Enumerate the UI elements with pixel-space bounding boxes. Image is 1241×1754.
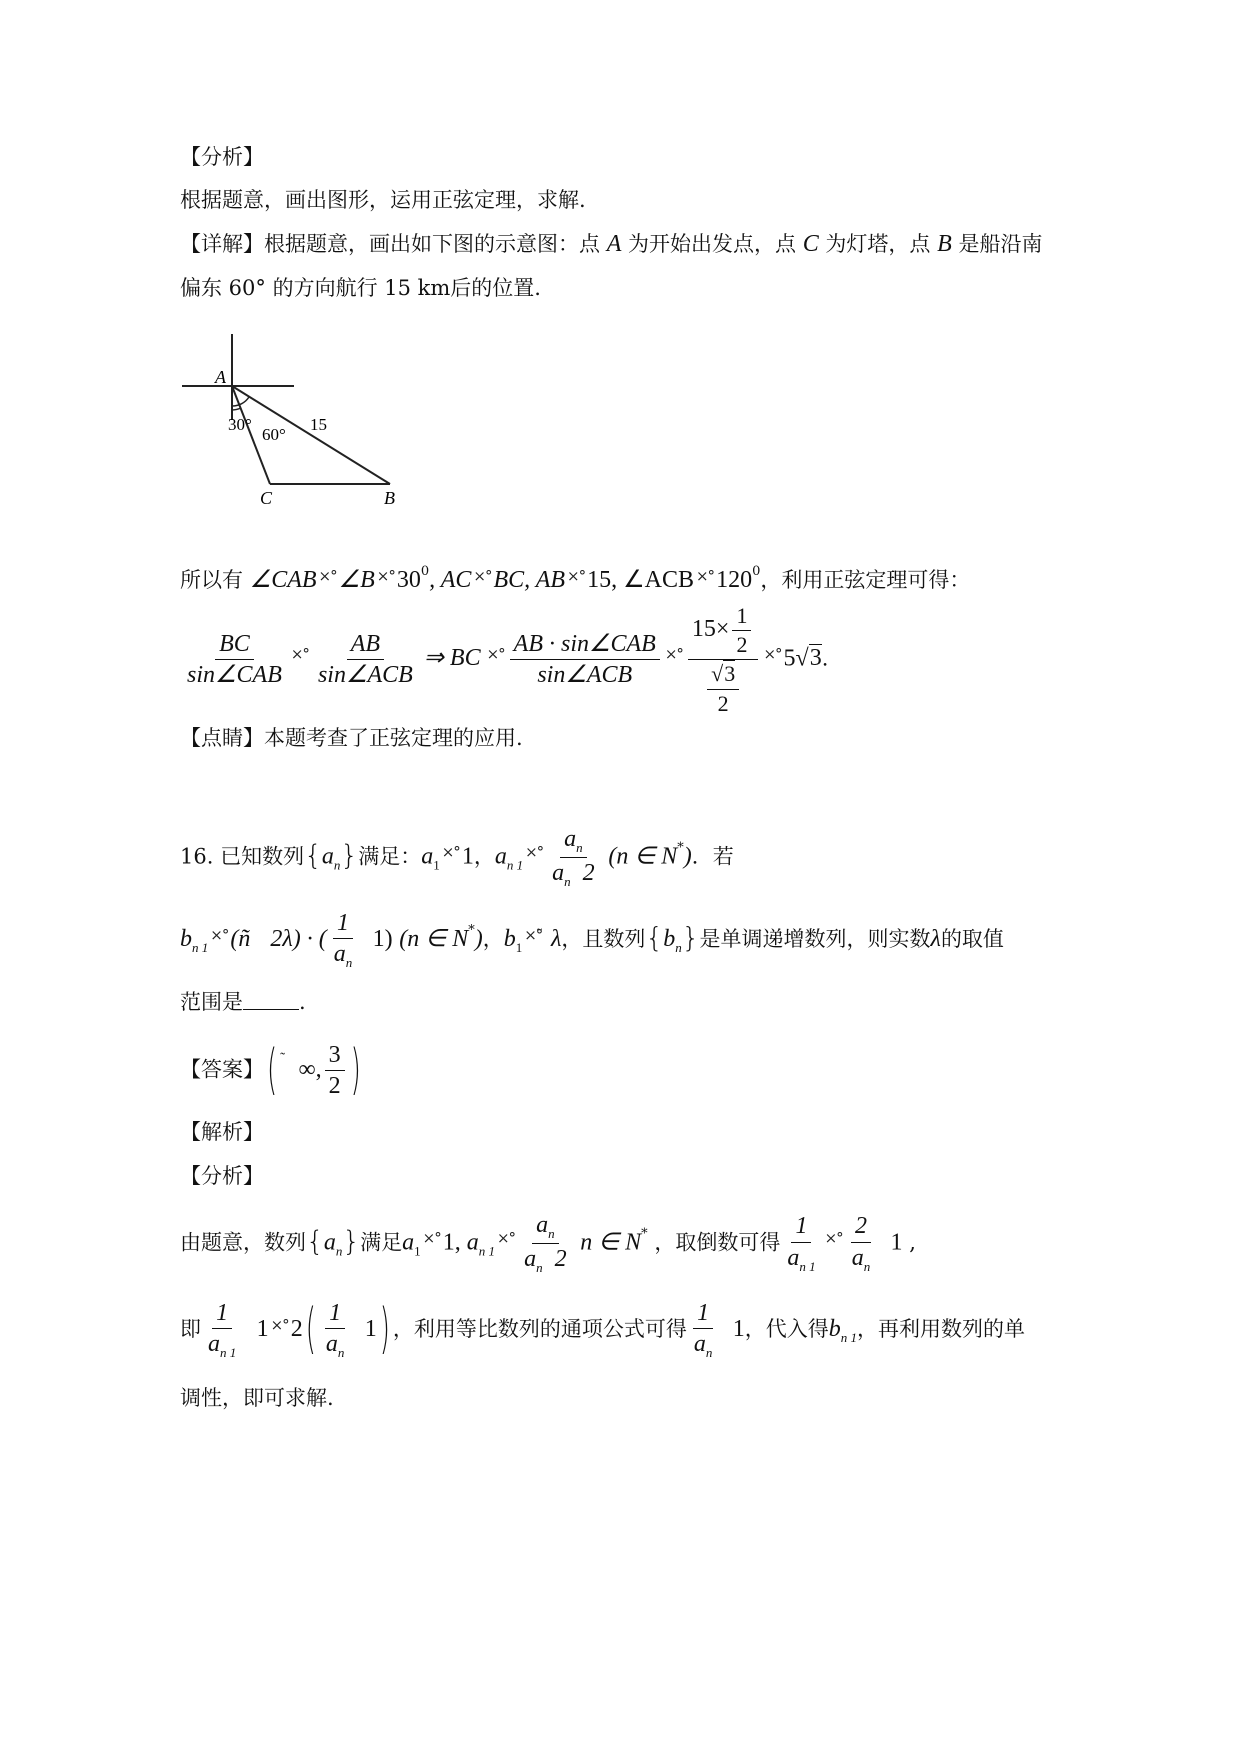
fraction-three-halves xyxy=(325,1042,345,1100)
condition-text: (n ∈ N xyxy=(608,843,678,870)
numerator-a: a xyxy=(536,1212,549,1238)
subscript: n xyxy=(337,1345,345,1361)
answer-line xyxy=(180,1039,364,1103)
degree-mark: 0 xyxy=(752,564,761,579)
denominator xyxy=(520,1244,571,1275)
question-16-line-3 xyxy=(180,986,306,1018)
equals-sign: ×° xyxy=(824,1229,843,1248)
denominator-2: 2 xyxy=(554,1246,567,1273)
sequence-a: a xyxy=(323,1229,336,1256)
section-detail-heading: 【详解】 xyxy=(180,232,264,256)
brace-left: { xyxy=(306,1224,324,1258)
equals-sign: ×° xyxy=(486,645,505,664)
subscript: n xyxy=(863,1258,871,1274)
subscript: n xyxy=(705,1345,713,1361)
equals-sign: ×° xyxy=(376,567,395,585)
subscript: n 1 xyxy=(506,857,524,873)
question-16-line-1 xyxy=(180,826,734,890)
numerator: AB · sin∠CAB xyxy=(510,631,660,660)
subscript: n xyxy=(333,857,341,873)
denominator-a: a xyxy=(693,1331,706,1358)
infinity: ∞, xyxy=(298,1056,322,1083)
subscript: n xyxy=(345,955,353,971)
fraction-one-half xyxy=(732,604,751,657)
section-answer-heading: 【答案】 xyxy=(180,1057,264,1082)
equals-sign: ×° xyxy=(270,1315,289,1334)
analysis-2-line-1 xyxy=(180,1212,916,1276)
lambda: λ xyxy=(930,925,941,952)
numerator xyxy=(560,826,587,858)
section-solution-heading: 【解析】 xyxy=(180,1120,264,1144)
bn1-term: b xyxy=(828,1315,841,1342)
diagram-label-b: B xyxy=(384,488,395,508)
point-a-label: A xyxy=(606,231,622,257)
brace-right: } xyxy=(681,920,700,954)
root-sign: √ xyxy=(795,645,809,672)
equals-sign: ×° xyxy=(525,843,544,862)
detail-line-2: 偏东 60° 的方向航行 15 km后的位置. xyxy=(180,276,541,300)
fraction-recurrence xyxy=(548,826,599,890)
denominator-a: a xyxy=(333,941,346,968)
detail-text: 是船沿南 xyxy=(951,232,1043,256)
denominator-a: a xyxy=(787,1244,800,1271)
numerator: 1 xyxy=(732,604,751,631)
period: . xyxy=(821,646,829,671)
analysis-text: 根据题意，画出图形，运用正弦定理，求解. xyxy=(180,188,586,212)
equals-sign: ×° xyxy=(210,925,229,944)
factor-close: 1) xyxy=(372,925,393,952)
fraction-numeric xyxy=(688,604,759,716)
equals-sign: ×° xyxy=(664,645,683,664)
fraction-reciprocal-an xyxy=(690,1300,717,1361)
subscript: n 1 xyxy=(799,1258,816,1274)
value-15-angle-acb: 15, ∠ACB xyxy=(587,567,694,593)
denominator-a: a xyxy=(851,1244,864,1271)
numerator: 1 xyxy=(325,1300,345,1329)
paren-right: ) xyxy=(350,1039,361,1103)
subscript: n 1 xyxy=(840,1329,857,1345)
analysis-text: 由题意，数列 xyxy=(180,1230,306,1255)
comma: ， xyxy=(482,926,504,951)
question-text: 16. 已知数列 xyxy=(180,844,305,869)
question-text: 的取值 xyxy=(940,926,1004,951)
question-text: 范围是 xyxy=(180,990,243,1014)
equals-sign: ×° xyxy=(496,1229,516,1248)
value-1: 1 xyxy=(364,1315,377,1342)
a1-term: a xyxy=(421,843,434,870)
denominator xyxy=(322,1329,349,1360)
sequence-b: b xyxy=(663,925,676,952)
paren-left: ( xyxy=(267,1039,278,1103)
subscript: 1 xyxy=(433,857,440,873)
denominator-a: a xyxy=(208,1331,220,1358)
sequence-a: a xyxy=(321,843,334,870)
value-1: 1 xyxy=(890,1229,903,1256)
denominator xyxy=(848,1243,875,1274)
side-ab xyxy=(232,386,390,484)
denominator: 2 xyxy=(717,690,729,716)
detail-text: 根据题意，画出如下图的示意图：点 xyxy=(264,232,607,256)
diagram-label-30: 30° xyxy=(228,415,252,434)
lambda: λ xyxy=(550,925,562,952)
superscript: * xyxy=(641,1226,648,1242)
denominator xyxy=(548,858,599,889)
condition-close: ) xyxy=(683,843,692,870)
numeric-15-times: 15× xyxy=(691,616,730,643)
an1-term: a xyxy=(494,843,507,870)
equation-1-lead: 所以有 xyxy=(180,568,243,592)
brace-left: { xyxy=(645,920,664,954)
question-text: 是单调递增数列，则实数 xyxy=(699,926,931,951)
diagram-label-c: C xyxy=(260,488,273,508)
superscript: * xyxy=(677,840,684,856)
result-coefficient: 5 xyxy=(783,645,796,672)
numerator-a: a xyxy=(564,826,577,852)
angle-60-arc xyxy=(232,397,249,406)
point-b-label: B xyxy=(937,231,952,257)
equals-sign: ×°̃ xyxy=(524,925,543,944)
condition-text: (n ∈ N xyxy=(399,925,469,952)
angle-cab: ∠CAB xyxy=(249,567,317,593)
subscript: n xyxy=(335,1243,343,1259)
subscript: n xyxy=(548,1226,555,1241)
comment-line xyxy=(180,722,523,754)
analysis-text: ，再利用数列的单 xyxy=(856,1316,1025,1341)
angle-30-arc xyxy=(232,408,241,410)
superscript: * xyxy=(468,922,475,938)
paren-right: ) xyxy=(379,1298,390,1362)
subscript: n xyxy=(576,840,583,855)
subscript: 1 xyxy=(515,939,523,955)
fraction-reciprocal-an xyxy=(322,1300,349,1361)
numerator: 2 xyxy=(851,1213,871,1242)
denominator xyxy=(783,1243,819,1274)
detail-text: 为开始出发点，点 xyxy=(621,232,803,256)
fraction-two-over-an xyxy=(848,1213,875,1274)
paren-left: ( xyxy=(305,1298,316,1362)
equation-2 xyxy=(180,604,828,716)
answer-blank xyxy=(243,991,299,1010)
denominator: sin∠ACB xyxy=(317,662,413,689)
fraction-one-over-an xyxy=(330,910,357,971)
subscript: n 1 xyxy=(220,1345,237,1361)
fraction-ab-sin xyxy=(314,631,417,689)
factor-text: (ñ xyxy=(230,925,251,952)
factor-text: 2λ) · ( xyxy=(270,925,327,952)
fraction-recurrence xyxy=(520,1212,571,1276)
brace-right: } xyxy=(342,1224,361,1258)
comment-text: 本题考查了正弦定理的应用. xyxy=(264,726,523,750)
result-radicand: 3 xyxy=(809,645,822,672)
b1-term: b xyxy=(503,925,516,952)
numerator: 1 xyxy=(791,1213,811,1242)
question-text: 满足： xyxy=(358,844,422,869)
denominator: sin∠ACB xyxy=(537,662,633,689)
brace-right: } xyxy=(340,838,359,872)
denominator xyxy=(330,939,357,970)
fraction-reciprocal-an1 xyxy=(783,1213,819,1274)
subscript: n 1 xyxy=(192,939,209,955)
fraction-root3-half xyxy=(707,662,739,715)
equation-1 xyxy=(180,556,970,596)
numerator: 3 xyxy=(325,1042,345,1071)
equals-sign: ×° xyxy=(422,1229,441,1248)
section-analysis-heading: 【分析】 xyxy=(180,145,264,169)
denominator xyxy=(204,1329,240,1360)
analysis-2-line-3: 调性，即可求解. xyxy=(180,1386,334,1410)
numerator: √3 xyxy=(707,662,739,689)
numerator: AB xyxy=(347,631,384,660)
numerator: BC xyxy=(215,631,254,660)
denominator: 2 xyxy=(736,632,748,658)
analysis-text: 满足 xyxy=(360,1230,403,1255)
diagram-label-60: 60° xyxy=(262,425,286,444)
radicand: 3 xyxy=(724,661,736,687)
equals-sign: ×° xyxy=(441,843,460,862)
comma: ， xyxy=(473,844,495,869)
analysis-text: ，利用等比数列的通项公式可得 xyxy=(392,1316,687,1341)
equals-sign: ×° xyxy=(763,645,782,664)
fraction-ab-sin-cab xyxy=(510,631,660,689)
side-ac-text: , AC xyxy=(429,567,472,593)
question-text: ，且数列 xyxy=(561,926,646,951)
subscript: n xyxy=(675,939,682,955)
bn1-term: b xyxy=(180,925,192,952)
value-1: 1 xyxy=(256,1315,269,1342)
question-text: ．若 xyxy=(691,844,734,869)
numerator xyxy=(688,604,759,660)
denominator-2: 2 xyxy=(582,860,595,887)
subscript: n xyxy=(564,874,571,890)
diagram-label-15: 15 xyxy=(310,415,327,434)
equals-sign: ×° xyxy=(318,567,337,585)
equals-sign: ×° xyxy=(567,567,586,585)
condition-close: ) xyxy=(474,925,483,952)
diagram-label-a: A xyxy=(215,367,226,387)
subscript: 1 xyxy=(414,1243,421,1259)
numerator xyxy=(532,1212,559,1244)
value-1: 1, xyxy=(442,1229,467,1256)
numerator: 1 xyxy=(693,1300,713,1329)
equation-1-tail: ，利用正弦定理可得： xyxy=(760,568,971,592)
section-analysis-2-heading: 【分析】 xyxy=(180,1164,264,1188)
value-1: 1 xyxy=(461,843,474,870)
side-bc-ab-text: BC, AB xyxy=(493,567,566,593)
degree-mark: 0 xyxy=(420,564,430,579)
condition-text: n ∈ N xyxy=(580,1229,642,1256)
fraction-bc-sin xyxy=(183,631,286,689)
subscript: n 1 xyxy=(478,1243,495,1259)
detail-line-1 xyxy=(180,228,1042,260)
a1-term: a xyxy=(402,1229,415,1256)
point-c-label: C xyxy=(802,231,819,257)
denominator-a: a xyxy=(325,1331,338,1358)
angle-b: ∠B xyxy=(338,567,375,593)
analysis-text: ，取倒数可得 xyxy=(654,1230,781,1255)
analysis-2-line-2 xyxy=(180,1300,1025,1361)
detail-text: 为灯塔，点 xyxy=(818,232,938,256)
triangle-diagram xyxy=(170,322,430,512)
equals-sign: ×° xyxy=(473,567,492,585)
denominator-a: a xyxy=(552,860,565,887)
question-16-line-2 xyxy=(180,910,1004,971)
minus-mark: ˜ xyxy=(280,1050,286,1067)
value-2: 2 xyxy=(290,1315,303,1342)
numerator: 1 xyxy=(333,910,353,939)
value-120: 120 xyxy=(716,567,753,593)
denominator xyxy=(690,1329,717,1360)
section-comment-heading: 【点睛】 xyxy=(180,726,264,750)
numerator: 1 xyxy=(212,1300,232,1329)
subscript: n xyxy=(536,1260,543,1276)
comma: , xyxy=(909,1230,916,1255)
analysis-text: 即 xyxy=(180,1316,201,1341)
value-1: 1 xyxy=(732,1315,745,1342)
denominator: 2 xyxy=(328,1073,341,1100)
brace-left: { xyxy=(304,838,322,872)
implies-bc: ⇒ BC xyxy=(423,645,481,672)
value-30: 30 xyxy=(396,567,421,593)
equals-sign: ×° xyxy=(695,567,715,585)
denominator xyxy=(700,660,746,715)
denominator-a: a xyxy=(524,1246,537,1273)
period: . xyxy=(299,990,306,1014)
equals-sign: ×° xyxy=(290,645,309,664)
an1-term: a xyxy=(466,1229,479,1256)
analysis-text: ，代入得 xyxy=(744,1316,829,1341)
fraction-reciprocal-an1 xyxy=(204,1300,240,1361)
denominator: sin∠CAB xyxy=(187,662,282,689)
